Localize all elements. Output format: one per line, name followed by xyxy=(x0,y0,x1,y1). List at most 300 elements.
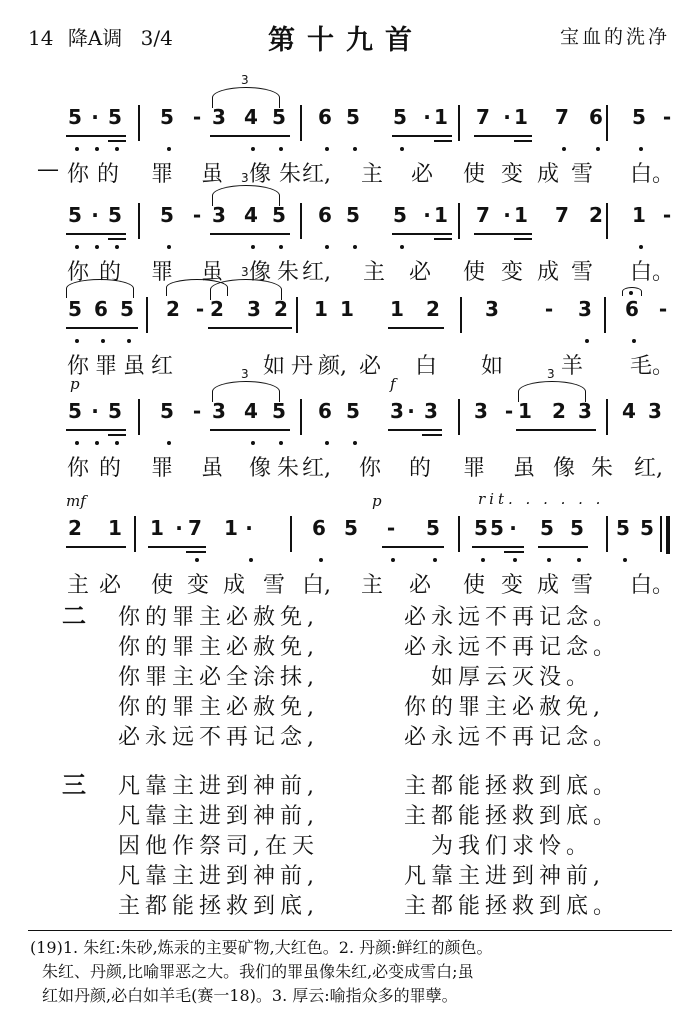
lyric-syllable: 像 xyxy=(248,162,271,187)
note-digit: 7 xyxy=(476,105,490,129)
note-digit: 1 xyxy=(108,516,122,540)
note-digit: 2 xyxy=(210,297,224,321)
lyric-syllable: 羊 xyxy=(560,354,583,379)
slur-arc xyxy=(66,279,134,298)
note-digit: 5 xyxy=(426,516,440,540)
lyric-syllable: 白 xyxy=(414,354,437,379)
lyric-syllable: 的 xyxy=(98,456,121,481)
note-digit: 2 xyxy=(426,297,440,321)
bar-line xyxy=(290,516,292,552)
lyric-syllable: 朱 xyxy=(276,260,299,285)
lyric-syllable: 必 xyxy=(408,573,431,598)
lyric-syllable: 如 xyxy=(480,354,503,379)
slur-arc xyxy=(212,87,280,108)
beam-underline xyxy=(208,327,292,329)
lyric-syllable: 雪 xyxy=(570,260,593,285)
lyric-syllable: 朱 xyxy=(590,456,613,481)
triplet-mark: 3 xyxy=(241,367,249,381)
lyric-syllable: — xyxy=(37,157,59,182)
lyrics-row xyxy=(0,349,700,379)
bar-line xyxy=(296,297,298,333)
note-digit: 2 xyxy=(589,203,603,227)
lyric-syllable: 的 xyxy=(98,260,121,285)
note-digit: 6 xyxy=(589,105,603,129)
bar-line xyxy=(146,297,148,333)
bar-line xyxy=(604,297,606,333)
tempo-marking: rit. . . . . . xyxy=(478,490,605,508)
note-digit: 3 xyxy=(212,399,226,423)
lyric-syllable: 使 xyxy=(462,260,485,285)
dotted-rhythm: · xyxy=(423,105,431,129)
note-digit: 2 xyxy=(166,297,180,321)
beam-underline xyxy=(514,238,532,240)
verse-line-second-half: 为我们求怜。 xyxy=(404,834,594,859)
note-digit: 1 xyxy=(314,297,328,321)
dynamic-mark: f xyxy=(390,375,396,393)
note-digit: 7 xyxy=(555,105,569,129)
verse-line-first-half: 凡靠主进到神前, xyxy=(118,864,319,889)
verse-line-first-half: 主都能拯救到底, xyxy=(118,894,319,919)
note-digit: 1 xyxy=(518,399,532,423)
beam-underline xyxy=(66,546,126,548)
note-digit: 5 xyxy=(108,203,122,227)
lyric-syllable: 必 xyxy=(98,573,121,598)
bar-line xyxy=(138,105,140,141)
lyric-syllable: 成 xyxy=(536,573,559,598)
lyric-syllable: 的 xyxy=(96,162,119,187)
lyric-syllable: 你 xyxy=(66,260,89,285)
bar-line xyxy=(300,203,302,239)
verse-line-second-half: 你的罪主必赦免, xyxy=(404,695,605,720)
octave-dot xyxy=(319,558,323,562)
octave-dot xyxy=(167,245,171,249)
dotted-rhythm: · xyxy=(503,105,511,129)
lyric-syllable: 主 xyxy=(360,573,383,598)
beam-underline xyxy=(392,233,452,235)
verse-line xyxy=(118,690,678,720)
note-row xyxy=(0,171,700,243)
note-digit: 3 xyxy=(390,399,404,423)
octave-dot xyxy=(167,441,171,445)
octave-dot xyxy=(195,558,199,562)
lyric-syllable: 使 xyxy=(150,573,173,598)
beam-underline xyxy=(210,135,290,137)
octave-dot xyxy=(391,558,395,562)
octave-dot xyxy=(75,245,79,249)
note-digit: 6 xyxy=(94,297,108,321)
lyric-syllable: 红, xyxy=(634,456,663,481)
lyric-syllable: 成 xyxy=(536,162,559,187)
lyric-syllable: 雪 xyxy=(262,573,285,598)
lyric-syllable: 虽 xyxy=(200,162,223,187)
note-digit: 1 xyxy=(390,297,404,321)
beam-underline xyxy=(538,546,588,548)
lyric-syllable: 主 xyxy=(360,162,383,187)
octave-dot xyxy=(325,245,329,249)
octave-dot xyxy=(353,245,357,249)
lyric-syllable: 红, xyxy=(302,162,331,187)
lyric-syllable: 虽 xyxy=(200,260,223,285)
dotted-rhythm: · xyxy=(91,203,99,227)
note-digit: 6 xyxy=(312,516,326,540)
lyric-syllable: 罪 xyxy=(462,456,485,481)
bar-line xyxy=(458,516,460,552)
score-system xyxy=(0,73,700,195)
octave-dot xyxy=(101,339,105,343)
lyric-syllable: 雪 xyxy=(570,162,593,187)
note-row xyxy=(0,73,700,145)
lyric-syllable: 成 xyxy=(536,260,559,285)
beam-underline xyxy=(516,429,596,431)
beam-underline xyxy=(66,135,126,137)
lyric-syllable: 罪 xyxy=(150,162,173,187)
verse-line-second-half: 必永远不再记念。 xyxy=(404,635,621,660)
lyric-syllable: 你 xyxy=(66,456,89,481)
note-row xyxy=(0,367,700,439)
verse-line-first-half: 因他作祭司,在天 xyxy=(118,834,319,859)
beam-underline xyxy=(186,551,206,553)
note-digit: 5 xyxy=(570,516,584,540)
octave-dot xyxy=(251,245,255,249)
beam-underline xyxy=(66,429,126,431)
lyric-syllable: 虽 xyxy=(200,456,223,481)
verse-line xyxy=(118,859,678,889)
note-digit: 6 xyxy=(318,203,332,227)
octave-dot xyxy=(639,147,643,151)
lyrics-row xyxy=(0,568,700,598)
note-digit: 6 xyxy=(318,399,332,423)
note-digit: 5 xyxy=(640,516,654,540)
lyric-syllable: 白。 xyxy=(630,162,675,187)
verse-line-first-half: 你的罪主必赦免, xyxy=(118,605,319,630)
octave-dot xyxy=(513,558,517,562)
bar-line xyxy=(458,203,460,239)
verse-line-first-half: 凡靠主进到神前, xyxy=(118,774,319,799)
lyric-syllable: 主 xyxy=(362,260,385,285)
lyric-syllable: 丹 xyxy=(290,354,313,379)
score-system xyxy=(0,367,700,489)
note-digit: 5 xyxy=(272,105,286,129)
lyric-syllable: 虽 xyxy=(512,456,535,481)
beam-underline xyxy=(514,140,532,142)
lyric-syllable: 像 xyxy=(248,456,271,481)
lyric-syllable: 虽 xyxy=(122,354,145,379)
dynamic-mark: p xyxy=(372,492,382,510)
bar-line xyxy=(458,105,460,141)
note-digit: 3 xyxy=(424,399,438,423)
slur-arc xyxy=(210,279,282,300)
dotted-rhythm: · xyxy=(245,516,253,540)
bar-line xyxy=(458,399,460,435)
lyric-syllable: 红, xyxy=(302,260,331,285)
octave-dot xyxy=(251,441,255,445)
dash-extender: - xyxy=(662,105,672,129)
octave-dot xyxy=(623,558,627,562)
lyric-syllable: 朱 xyxy=(278,162,301,187)
dotted-rhythm: · xyxy=(407,399,415,423)
note-digit: 2 xyxy=(552,399,566,423)
beam-underline xyxy=(108,434,126,436)
octave-dot xyxy=(279,245,283,249)
verse-line xyxy=(118,889,678,919)
octave-dot xyxy=(577,558,581,562)
octave-dot xyxy=(251,147,255,151)
lyric-syllable: 变 xyxy=(500,573,523,598)
dash-extender: - xyxy=(192,203,202,227)
bar-line xyxy=(606,399,608,435)
lyric-syllable: 你 xyxy=(358,456,381,481)
octave-dot xyxy=(115,441,119,445)
page-number: 14 xyxy=(28,26,54,50)
octave-dot xyxy=(279,147,283,151)
lyric-syllable: 雪 xyxy=(570,573,593,598)
lyric-syllable: 必 xyxy=(358,354,381,379)
note-digit: 5 xyxy=(160,203,174,227)
lyric-syllable: 罪 xyxy=(94,354,117,379)
note-digit: 1 xyxy=(514,105,528,129)
note-digit: 5 xyxy=(540,516,554,540)
octave-dot xyxy=(400,147,404,151)
slur-arc xyxy=(212,381,280,402)
lyric-syllable: 白。 xyxy=(630,573,675,598)
note-digit: 5 xyxy=(108,105,122,129)
octave-dot xyxy=(127,339,131,343)
octave-dot xyxy=(95,147,99,151)
lyric-syllable: 变 xyxy=(500,162,523,187)
header-key-info xyxy=(28,22,173,51)
note-digit: 1 xyxy=(434,105,448,129)
hymn-title: 第十九首 xyxy=(268,25,424,56)
beam-underline xyxy=(504,551,524,553)
dynamic-mark: mf xyxy=(66,492,86,510)
beam-underline xyxy=(388,429,442,431)
note-digit: 7 xyxy=(476,203,490,227)
note-digit: 5 xyxy=(68,105,82,129)
verse-line-first-half: 凡靠主进到神前, xyxy=(118,804,319,829)
hymn-subtitle: 宝血的洗净 xyxy=(559,26,670,48)
footnote-divider xyxy=(28,930,672,931)
beam-underline xyxy=(210,429,290,431)
lyric-syllable: 罪 xyxy=(150,260,173,285)
lyrics-row xyxy=(0,157,700,187)
note-digit: 5 xyxy=(393,203,407,227)
verse-line xyxy=(118,720,678,750)
note-digit: 7 xyxy=(188,516,202,540)
lyric-syllable: 你 xyxy=(66,162,89,187)
verse-line xyxy=(118,829,678,859)
octave-dot xyxy=(353,147,357,151)
footnote-line: 朱红、丹颜,比喻罪恶之大。我们的罪虽像朱红,必变成雪白;虽 xyxy=(42,962,474,981)
octave-dot xyxy=(115,147,119,151)
note-digit: 5 xyxy=(474,516,488,540)
dash-extender: - xyxy=(386,516,396,540)
note-digit: 1 xyxy=(434,203,448,227)
beam-underline xyxy=(382,546,444,548)
octave-dot xyxy=(167,147,171,151)
octave-dot xyxy=(95,245,99,249)
lyric-syllable: 必 xyxy=(410,162,433,187)
beam-underline xyxy=(392,135,452,137)
octave-dot xyxy=(75,441,79,445)
lyric-syllable: 使 xyxy=(462,573,485,598)
lyric-syllable: 像 xyxy=(248,260,271,285)
score-system xyxy=(0,490,700,606)
bar-line xyxy=(300,105,302,141)
dash-extender: - xyxy=(195,297,205,321)
time-signature: 3/4 xyxy=(140,26,173,50)
octave-dot xyxy=(547,558,551,562)
note-row xyxy=(0,265,700,337)
beam-underline xyxy=(108,238,126,240)
octave-dot xyxy=(325,147,329,151)
note-digit: 6 xyxy=(625,297,639,321)
note-digit: 1 xyxy=(150,516,164,540)
octave-dot xyxy=(115,245,119,249)
bar-line xyxy=(138,203,140,239)
verse-line-second-half: 主都能拯救到底。 xyxy=(404,894,621,919)
beam-underline xyxy=(66,233,126,235)
lyric-syllable: 红 xyxy=(150,354,173,379)
note-digit: 3 xyxy=(212,203,226,227)
note-digit: 2 xyxy=(274,297,288,321)
bar-line xyxy=(460,297,462,333)
note-digit: 5 xyxy=(346,399,360,423)
octave-dot xyxy=(95,441,99,445)
note-digit: 5 xyxy=(344,516,358,540)
note-digit: 5 xyxy=(490,516,504,540)
dash-extender: - xyxy=(544,297,554,321)
lyrics-row xyxy=(0,451,700,481)
note-digit: 3 xyxy=(648,399,662,423)
dotted-rhythm: · xyxy=(423,203,431,227)
note-digit: 1 xyxy=(340,297,354,321)
octave-dot xyxy=(279,441,283,445)
dynamic-mark: p xyxy=(70,375,80,393)
octave-dot xyxy=(75,147,79,151)
note-digit: 4 xyxy=(244,399,258,423)
note-digit: 3 xyxy=(247,297,261,321)
note-digit: 4 xyxy=(244,105,258,129)
lyric-syllable: 如 xyxy=(262,354,285,379)
dotted-rhythm: · xyxy=(509,516,517,540)
beam-underline xyxy=(434,238,452,240)
verse-line xyxy=(118,660,678,690)
lyric-syllable: 变 xyxy=(186,573,209,598)
footnote-line: (19)1. 朱红:朱砂,炼汞的主要矿物,大红色。2. 丹颜:鲜红的颜色。 xyxy=(30,938,493,957)
lyric-syllable: 使 xyxy=(462,162,485,187)
octave-dot xyxy=(562,147,566,151)
bar-line xyxy=(606,105,608,141)
note-digit: 1 xyxy=(514,203,528,227)
dash-extender: - xyxy=(192,399,202,423)
note-digit: 2 xyxy=(68,516,82,540)
note-digit: 1 xyxy=(224,516,238,540)
dotted-rhythm: · xyxy=(175,516,183,540)
lyric-syllable: 红, xyxy=(302,456,331,481)
lyric-syllable: 你 xyxy=(66,354,89,379)
beam-underline xyxy=(108,140,126,142)
lyric-syllable: 主 xyxy=(66,573,89,598)
note-digit: 4 xyxy=(622,399,636,423)
lyric-syllable: 毛。 xyxy=(630,354,675,379)
dash-extender: - xyxy=(192,105,202,129)
lyric-syllable: 变 xyxy=(500,260,523,285)
octave-dot xyxy=(400,245,404,249)
octave-dot xyxy=(632,339,636,343)
dotted-rhythm: · xyxy=(91,399,99,423)
octave-dot xyxy=(325,441,329,445)
bar-line xyxy=(138,399,140,435)
note-digit: 3 xyxy=(578,399,592,423)
verse-line-second-half: 必永远不再记念。 xyxy=(404,725,621,750)
beam-underline xyxy=(388,327,444,329)
octave-dot xyxy=(433,558,437,562)
note-digit: 5 xyxy=(108,399,122,423)
triplet-mark: 3 xyxy=(241,265,249,279)
lyric-syllable: 白。 xyxy=(630,260,675,285)
lyric-syllable: 罪 xyxy=(150,456,173,481)
note-digit: 1 xyxy=(632,203,646,227)
note-digit: 3 xyxy=(578,297,592,321)
note-digit: 7 xyxy=(555,203,569,227)
octave-dot xyxy=(639,245,643,249)
note-row xyxy=(0,490,700,556)
lyric-syllable: 成 xyxy=(222,573,245,598)
beam-underline xyxy=(434,140,452,142)
beam-underline xyxy=(474,233,532,235)
key-signature: 降A调 xyxy=(67,26,123,50)
beam-underline xyxy=(422,434,442,436)
lyric-syllable: 白, xyxy=(302,573,331,598)
verse-line xyxy=(118,600,678,630)
final-bar-thick xyxy=(666,516,670,554)
verse-line xyxy=(118,630,678,660)
note-digit: 3 xyxy=(212,105,226,129)
dotted-rhythm: · xyxy=(91,105,99,129)
note-digit: 4 xyxy=(244,203,258,227)
slur-arc xyxy=(212,185,280,206)
lyric-syllable: 必 xyxy=(408,260,431,285)
verse-line-second-half: 主都能拯救到底。 xyxy=(404,804,621,829)
octave-dot xyxy=(596,147,600,151)
note-digit: 5 xyxy=(616,516,630,540)
note-digit: 5 xyxy=(393,105,407,129)
triplet-mark: 3 xyxy=(241,73,249,87)
dash-extender: - xyxy=(658,297,668,321)
octave-dot xyxy=(75,339,79,343)
note-digit: 5 xyxy=(68,297,82,321)
verse-line-second-half: 凡靠主进到神前, xyxy=(404,864,605,889)
footnote-line: 红如丹颜,必白如羊毛(赛一18)。3. 厚云:喻指众多的罪孽。 xyxy=(42,986,458,1005)
lyric-syllable: 颜, xyxy=(318,354,347,379)
beam-underline xyxy=(472,546,524,548)
dash-extender: - xyxy=(662,203,672,227)
verse-line xyxy=(118,769,678,799)
octave-dot xyxy=(353,441,357,445)
fermata-dot xyxy=(629,291,633,295)
dash-extender: - xyxy=(504,399,514,423)
verse-line xyxy=(118,799,678,829)
verse-number: 二 xyxy=(62,601,86,630)
verse-line-second-half: 必永远不再记念。 xyxy=(404,605,621,630)
note-digit: 5 xyxy=(632,105,646,129)
bar-line xyxy=(606,203,608,239)
verse-line-second-half: 如厚云灭没。 xyxy=(404,665,594,690)
octave-dot xyxy=(249,558,253,562)
note-digit: 5 xyxy=(272,203,286,227)
lyric-syllable: 的 xyxy=(408,456,431,481)
note-digit: 6 xyxy=(318,105,332,129)
